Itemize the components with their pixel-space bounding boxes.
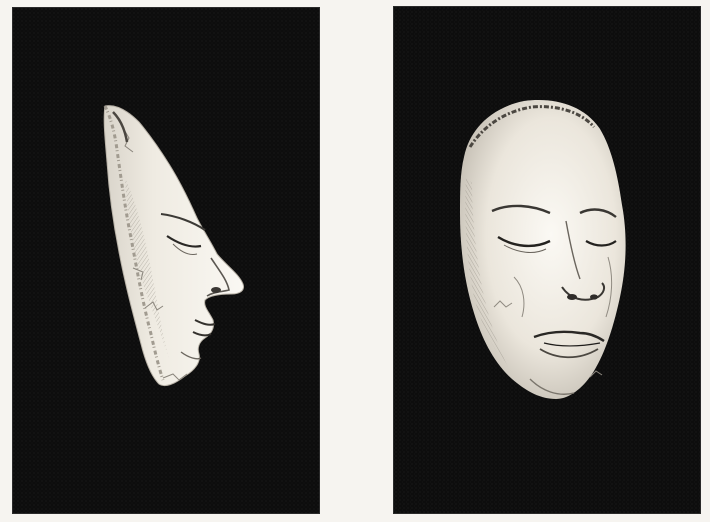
profile-mask-engraving (13, 8, 319, 513)
plate-profile-mask (12, 7, 320, 514)
nostril-right (590, 294, 598, 299)
nostril (211, 287, 221, 293)
nostril-left (567, 294, 577, 300)
front-mask-engraving (394, 7, 700, 513)
plate-front-mask (393, 6, 701, 514)
